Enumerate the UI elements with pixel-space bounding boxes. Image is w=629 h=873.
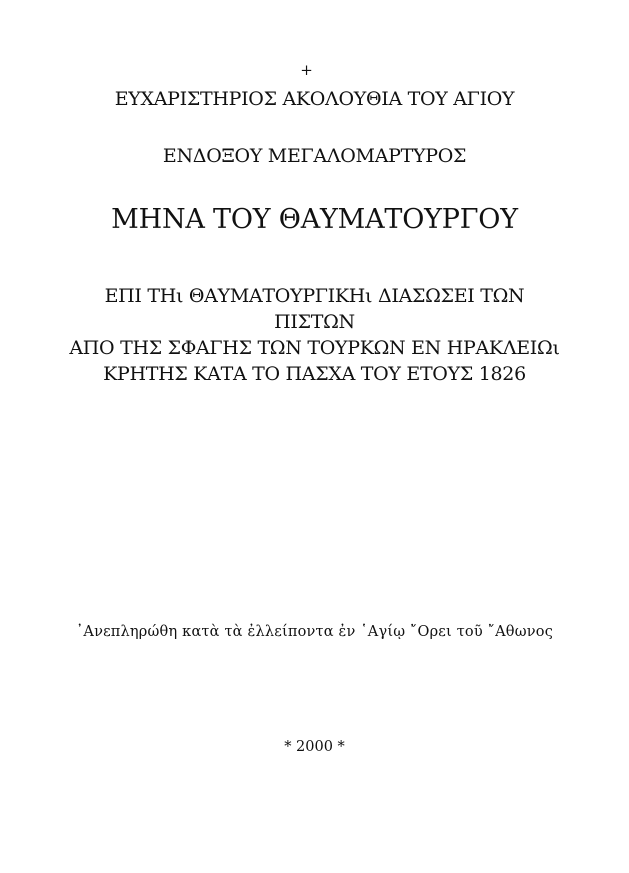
heading-line-1: ΕΥΧΑΡΙΣΤΗΡΙΟΣ ΑΚΟΛΟΥΘΙΑ ΤΟΥ ΑΓΙΟΥ (114, 88, 515, 110)
subtitle-line-2: ΠΙΣΤΩΝ (274, 311, 355, 333)
publication-year: * 2000 * (284, 739, 345, 755)
heading-line-2: ΕΝΔΟΞΟΥ ΜΕΓΑΛΟΜΑΡΤΥΡΟΣ (162, 145, 467, 167)
supplement-note: ᾿Ανεπληρώθη κατὰ τὰ ἐλλείποντα ἐν ῾Αγίῳ ῎Ορει τοῦ ῎Αθωνος (75, 624, 554, 640)
cross-symbol: + (300, 61, 313, 79)
subtitle-line-3: ΑΠΟ ΤΗΣ ΣΦΑΓΗΣ ΤΩΝ ΤΟΥΡΚΩΝ ΕΝ ΗΡΑΚΛΕΙΩι (69, 337, 560, 359)
subtitle-line-1: ΕΠΙ ΤΗι ΘΑΥΜΑΤΟΥΡΓΙΚΗι ΔΙΑΣΩΣΕΙ ΤΩΝ (104, 285, 525, 307)
main-title: ΜΗΝΑ ΤΟΥ ΘΑΥΜΑΤΟΥΡΓΟΥ (111, 204, 518, 235)
subtitle-line-4: ΚΡΗΤΗΣ ΚΑΤΑ ΤΟ ΠΑΣΧΑ ΤΟΥ ΕΤΟΥΣ 1826 (103, 363, 526, 385)
subtitle-block (0, 283, 629, 387)
